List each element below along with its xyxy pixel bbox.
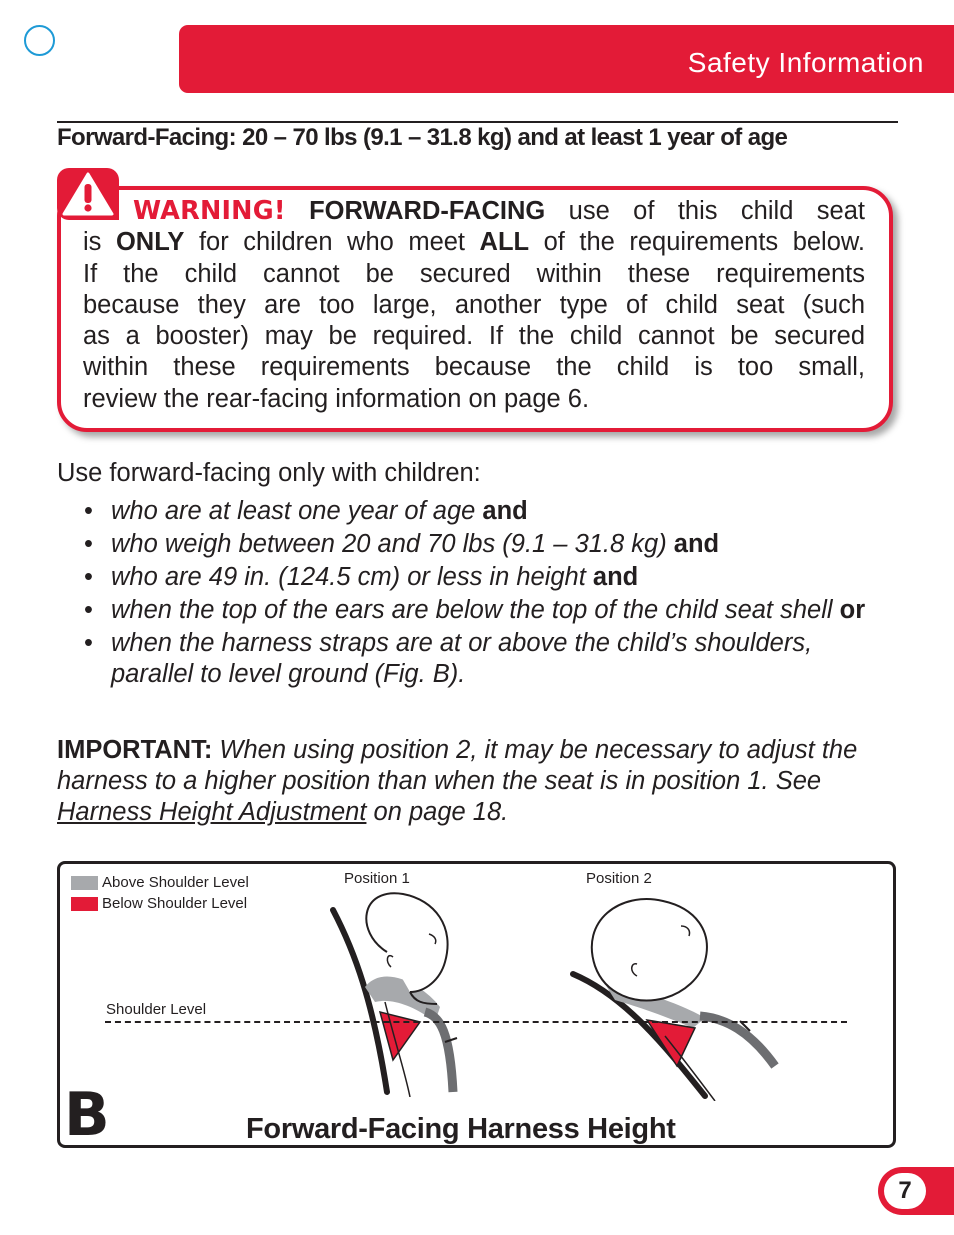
important-note <box>57 735 897 828</box>
warning-segment: FORWARD-FACING <box>309 197 546 225</box>
position-2-label: Position 2 <box>586 870 652 887</box>
figure-caption: Forward-Facing Harness Height <box>246 1113 676 1145</box>
warning-segment: ONLY <box>115 228 185 257</box>
warning-segment: because they are too large, another type of child seat (such <box>83 290 865 319</box>
warning-segment: within these requirements because the child is too small, <box>83 353 865 382</box>
list-item <box>84 562 894 593</box>
warning-segment: use of this child seat <box>545 197 865 225</box>
warning-line <box>83 196 865 227</box>
warning-segment: for children who meet <box>184 228 480 257</box>
header-bar <box>179 25 954 93</box>
important-tail: on page 18. <box>366 798 509 826</box>
bullet-dot: • <box>84 629 93 657</box>
warning-label: WARNING! <box>133 196 286 226</box>
important-text: When using position 2, it may be necessary to adjust the harness to a higher position than when the seat is in position 1. See <box>57 736 858 795</box>
list-item-text: who weigh between 20 and 70 lbs (9.1 – 31.8 kg) <box>111 530 674 558</box>
list-item-text: when the top of the ears are below the top of the child seat shell <box>111 596 840 624</box>
list-item <box>84 529 894 560</box>
figure-letter: B <box>64 1080 108 1150</box>
list-item-conjunction: and <box>482 497 528 525</box>
page-number-tab <box>878 1167 954 1215</box>
list-item <box>84 496 894 527</box>
warning-line <box>83 321 865 352</box>
legend-above-label: Above Shoulder Level <box>102 874 249 891</box>
warning-line <box>83 259 865 290</box>
heading-rule <box>57 121 898 123</box>
header-title: Safety Information <box>687 47 924 78</box>
legend-below <box>71 893 249 914</box>
harness-height-link[interactable]: Harness Height Adjustment <box>57 798 367 826</box>
intro-text: Use forward-facing only with children: <box>57 459 481 487</box>
list-item-conjunction: or <box>839 596 866 624</box>
list-item-conjunction: and <box>592 563 639 591</box>
bullet-dot: • <box>84 497 93 525</box>
bullet-dot: • <box>84 563 93 591</box>
legend-swatch-red <box>71 897 98 911</box>
list-item <box>84 628 894 690</box>
list-item <box>84 595 894 626</box>
legend-above <box>71 872 249 893</box>
list-item-text: who are at least one year of age <box>111 497 483 525</box>
bullet-dot: • <box>84 596 93 624</box>
shoulder-level-label: Shoulder Level <box>106 1001 207 1018</box>
warning-text <box>83 196 865 415</box>
warning-line <box>83 227 865 258</box>
requirements-list <box>84 496 894 692</box>
warning-segment: If the child cannot be secured within these requirements <box>83 259 865 288</box>
list-item-text: when the harness straps are at or above the child’s shoulders, parallel to level ground (Fig. B). <box>111 629 813 688</box>
section-heading: Forward-Facing: 20 – 70 lbs (9.1 – 31.8 kg) and at least 1 year of age <box>57 124 788 151</box>
figure-legend <box>71 872 249 914</box>
bullet-dot: • <box>84 530 93 558</box>
corner-circle-mark <box>24 25 55 56</box>
page-number: 7 <box>884 1173 926 1209</box>
shoulder-level-line <box>105 1021 847 1023</box>
warning-line <box>83 290 865 321</box>
legend-swatch-gray <box>71 876 98 890</box>
warning-segment: is <box>83 228 116 257</box>
position-1-label: Position 1 <box>344 870 410 887</box>
warning-segment: ALL <box>479 228 530 257</box>
important-label: IMPORTANT: <box>57 736 213 764</box>
list-item-text: who are 49 in. (124.5 cm) or less in height <box>111 563 593 591</box>
list-item-conjunction: and <box>673 530 720 558</box>
warning-segment: review the rear-facing information on page 6. <box>83 384 590 413</box>
child-position-1-illustration <box>325 892 485 1097</box>
warning-segment: as a booster) may be required. If the child cannot be secured <box>83 322 865 351</box>
warning-segment: of the requirements below. <box>529 228 865 257</box>
warning-line <box>83 352 865 383</box>
legend-below-label: Below Shoulder Level <box>102 895 248 912</box>
child-position-2-illustration <box>565 896 795 1101</box>
warning-line <box>83 384 865 415</box>
